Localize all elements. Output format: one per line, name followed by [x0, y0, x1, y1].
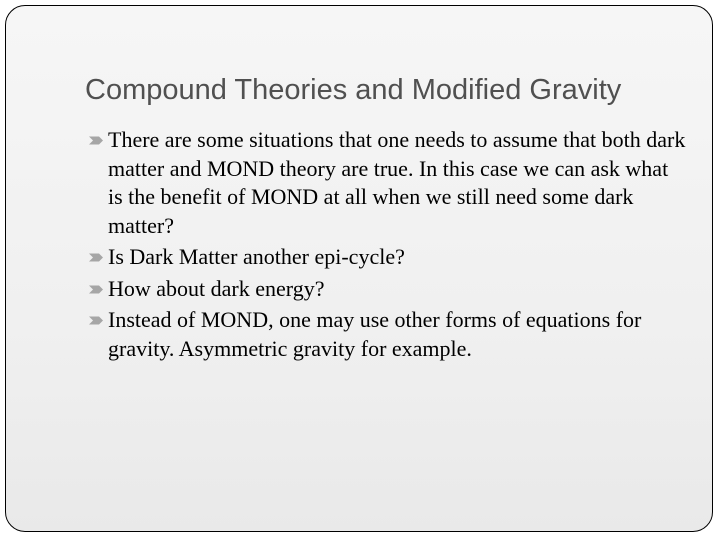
bullet-item	[88, 306, 688, 363]
slide-title: Compound Theories and Modified Gravity	[85, 74, 622, 106]
bullet-text: Instead of MOND, one may use other forms of equations for gravity. Asymmetric gravity for example.	[108, 307, 642, 361]
bullet-item	[88, 243, 688, 272]
bullet-item	[88, 275, 688, 304]
bullet-text: There are some situations that one needs to assume that both dark matter and MOND theory are true. In this case we can ask what is the benefit of MOND at all when we still need some dark matter?	[108, 127, 686, 238]
slide-frame	[5, 5, 713, 532]
arrow-bullet-icon	[88, 315, 104, 326]
bullet-list	[88, 126, 688, 366]
arrow-bullet-icon	[88, 252, 104, 263]
bullet-text: How about dark energy?	[108, 275, 325, 301]
arrow-bullet-icon	[88, 135, 104, 146]
bullet-item	[88, 126, 688, 240]
arrow-bullet-icon	[88, 284, 104, 295]
bullet-text: Is Dark Matter another epi-cycle?	[108, 244, 405, 269]
